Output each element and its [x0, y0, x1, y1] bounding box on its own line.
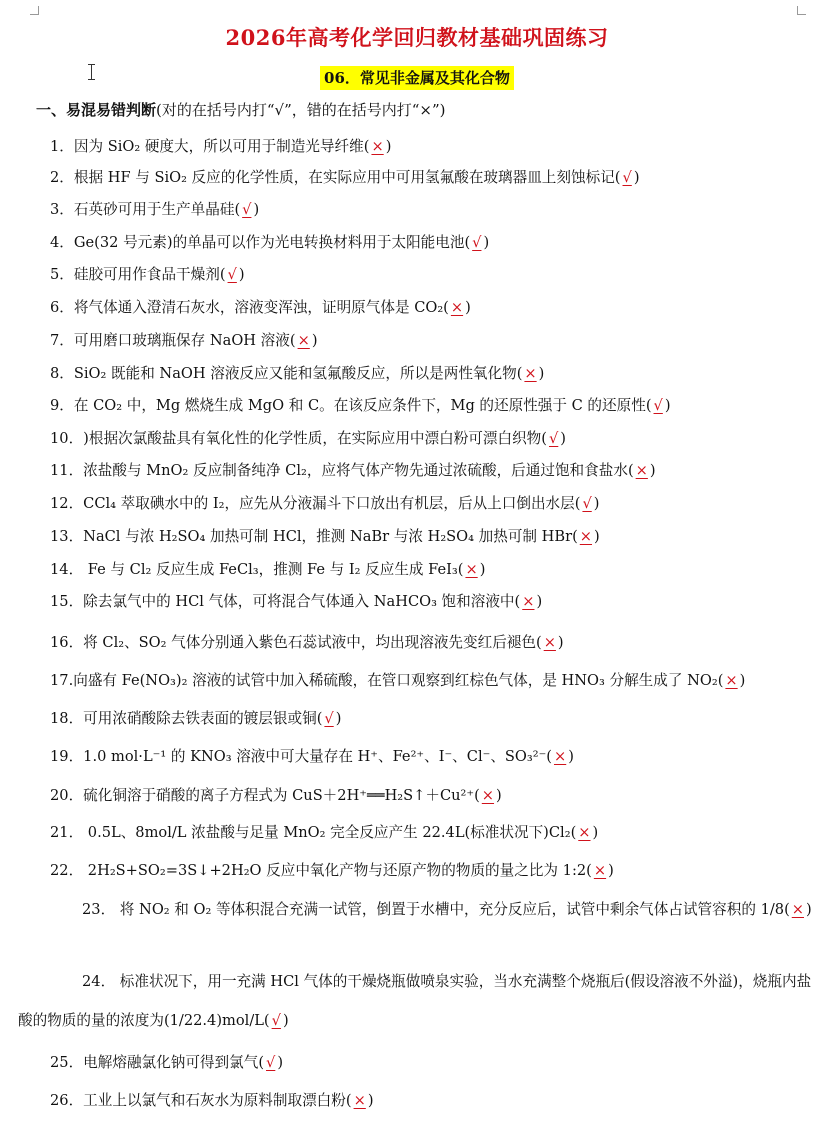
- question-item: 16．将 Cl₂、SO₂ 气体分别通入紫色石蕊试液中，均出现溶液先变红后褪色( × ): [0, 632, 834, 654]
- question-text: 可用浓硝酸除去铁表面的镀层银或铜: [83, 710, 317, 727]
- question-text: 因为 SiO₂ 硬度大，所以可用于制造光导纤维: [73, 138, 364, 155]
- question-text: 2H₂S+SO₂=3S↓+2H₂O 反应中氧化产物与还原产物的物质的量之比为 1:2: [83, 862, 587, 879]
- question-number: 12．: [50, 495, 84, 512]
- question-item: 10．)根据次氯酸盐具有氧化性的化学性质，在实际应用中漂白粉可漂白织物( √ ): [0, 428, 834, 450]
- question-text: 将气体通入澄清石灰水，溶液变浑浊，证明原气体是 CO₂: [73, 299, 444, 316]
- question-text: 工业上以氯气和石灰水为原料制取漂白粉: [83, 1092, 346, 1109]
- section-heading-text: 一、易混易错判断: [36, 101, 157, 119]
- question-text: 除去氯气中的 HCl 气体，可将混合气体通入 NaHCO₃ 饱和溶液中: [83, 593, 515, 610]
- question-number: 17.: [50, 672, 74, 689]
- question-number: 7．: [50, 332, 74, 349]
- question-number: 15．: [50, 593, 84, 610]
- question-item: 22． 2H₂S+SO₂=3S↓+2H₂O 反应中氧化产物与还原产物的物质的量之比为 1:2( × ): [0, 860, 834, 882]
- question-item: 21． 0.5L、8mol/L 浓盐酸与足量 MnO₂ 完全反应产生 22.4L(标准状况下)Cl₂( × ): [0, 822, 834, 844]
- answer-mark: ×: [371, 138, 384, 155]
- question-item: 3．石英砂可用于生产单晶硅( √ ): [0, 199, 834, 221]
- question-item: 1．因为 SiO₂ 硬度大，所以可用于制造光导纤维( × ): [0, 136, 834, 158]
- question-number: 4．: [50, 234, 74, 251]
- question-number: 24．: [82, 973, 116, 990]
- page-corner-mark-left: [30, 6, 39, 15]
- answer-mark: √: [242, 201, 252, 218]
- question-text: 浓盐酸与 MnO₂ 反应制备纯净 Cl₂，应将气体产物先通过浓硫酸，后通过饱和食盐水: [83, 462, 628, 479]
- question-text: 硫化铜溶于硝酸的离子方程式为 CuS＋2H⁺══H₂S↑＋Cu²⁺: [83, 787, 475, 804]
- question-text: SiO₂ 既能和 NaOH 溶液反应又能和氢氟酸反应，所以是两性氧化物: [73, 365, 517, 382]
- question-number: 5．: [50, 266, 74, 283]
- question-number: 23．: [82, 901, 116, 918]
- question-item: 19．1.0 mol·L⁻¹ 的 KNO₃ 溶液中可大量存在 H⁺、Fe²⁺、I⁻、Cl⁻、SO₃²⁻( × ): [0, 746, 834, 768]
- answer-mark: ×: [297, 332, 310, 349]
- subtitle-container: [0, 66, 834, 90]
- answer-mark: ×: [635, 462, 648, 479]
- answer-mark: ×: [543, 634, 556, 651]
- answer-mark: ×: [553, 748, 567, 765]
- question-item: 13．NaCl 与浓 H₂SO₄ 加热可制 HCl，推测 NaBr 与浓 H₂SO₄ 加热可制 HBr( × ): [0, 526, 834, 548]
- question-text: 可用磨口玻璃瓶保存 NaOH 溶液: [73, 332, 290, 349]
- question-text: 电解熔融氯化钠可得到氯气: [83, 1054, 259, 1071]
- question-text: 根据 HF 与 SiO₂ 反应的化学性质，在实际应用中可用氢氟酸在玻璃器皿上刻蚀标记: [73, 169, 615, 186]
- page-title: 2026年高考化学回归教材基础巩固练习: [225, 25, 609, 50]
- answer-mark: √: [548, 430, 559, 447]
- question-number: 16．: [50, 634, 84, 651]
- question-text: 在 CO₂ 中，Mg 燃烧生成 MgO 和 C。在该反应条件下，Mg 的还原性强于 C 的还原性: [73, 397, 646, 414]
- question-item: 24． 标准状况下，用一充满 HCl 气体的干燥烧瓶做喷泉实验，当水充满整个烧瓶后(假设溶液不外溢)，烧瓶内盐酸的物质的量的浓度为(1/22.4)mol/L( √ ): [0, 962, 834, 1040]
- question-item: 2．根据 HF 与 SiO₂ 反应的化学性质，在实际应用中可用氢氟酸在玻璃器皿上刻蚀标记( √ ): [0, 167, 834, 189]
- question-text: 0.5L、8mol/L 浓盐酸与足量 MnO₂ 完全反应产生 22.4L(标准状况下)Cl₂: [83, 824, 571, 841]
- question-number: 1．: [50, 138, 74, 155]
- answer-mark: ×: [791, 901, 804, 918]
- question-item: 11．浓盐酸与 MnO₂ 反应制备纯净 Cl₂，应将气体产物先通过浓硫酸，后通过饱和食盐水( × ): [0, 460, 834, 482]
- question-text: CCl₄ 萃取碘水中的 I₂，应先从分液漏斗下口放出有机层，后从上口倒出水层: [83, 495, 575, 512]
- answer-mark: ×: [353, 1092, 366, 1109]
- question-item: 6．将气体通入澄清石灰水，溶液变浑浊，证明原气体是 CO₂( × ): [0, 297, 834, 319]
- answer-mark: ×: [579, 528, 593, 545]
- question-number: 19．: [50, 748, 84, 765]
- section-instruction: (对的在括号内打“√”，错的在括号内打“×”): [156, 101, 446, 119]
- question-item: 12．CCl₄ 萃取碘水中的 I₂，应先从分液漏斗下口放出有机层，后从上口倒出水层( √ ): [0, 493, 834, 515]
- question-text: Fe 与 Cl₂ 反应生成 FeCl₃，推测 Fe 与 I₂ 反应生成 FeI₃: [83, 561, 458, 578]
- question-text: 硅胶可用作食品干燥剂: [73, 266, 220, 283]
- question-item: 26．工业上以氯气和石灰水为原料制取漂白粉( × ): [0, 1090, 834, 1112]
- question-text: 石英砂可用于生产单晶硅: [73, 201, 235, 218]
- question-item: 20．硫化铜溶于硝酸的离子方程式为 CuS＋2H⁺══H₂S↑＋Cu²⁺( × ): [0, 785, 834, 807]
- question-number: 14．: [50, 561, 84, 578]
- answer-mark: ×: [593, 862, 607, 879]
- question-text: NaCl 与浓 H₂SO₄ 加热可制 HCl，推测 NaBr 与浓 H₂SO₄ 加热可制 HBr: [83, 528, 573, 545]
- question-number: 3．: [50, 201, 74, 218]
- answer-mark: ×: [524, 365, 537, 382]
- question-text: 标准状况下，用一充满 HCl 气体的干燥烧瓶做喷泉实验，当水充满整个烧瓶后(假设溶液不外溢)，烧瓶内盐酸的物质的量的浓度为(1/22.4)mol/L: [18, 973, 812, 1029]
- question-number: 22．: [50, 862, 84, 879]
- question-item: 8．SiO₂ 既能和 NaOH 溶液反应又能和氢氟酸反应，所以是两性氧化物( × ): [0, 363, 834, 385]
- question-item: 5．硅胶可用作食品干燥剂( √ ): [0, 264, 834, 286]
- question-number: 10．: [50, 430, 84, 447]
- question-text: 将 Cl₂、SO₂ 气体分别通入紫色石蕊试液中，均出现溶液先变红后褪色: [83, 634, 536, 651]
- question-item: 4．Ge(32 号元素)的单晶可以作为光电转换材料用于太阳能电池( √ ): [0, 232, 834, 254]
- answer-mark: ×: [450, 299, 464, 316]
- question-number: 21．: [50, 824, 84, 841]
- question-text: 将 NO₂ 和 O₂ 等体积混合充满一试管，倒置于水槽中，充分反应后，试管中剩余气体占试管容积的 1/8: [115, 901, 785, 918]
- answer-mark: √: [271, 1012, 281, 1029]
- question-number: 2．: [50, 169, 74, 186]
- section-subtitle: 06．常见非金属及其化合物: [320, 66, 514, 90]
- question-text: 向盛有 Fe(NO₃)₂ 溶液的试管中加入稀硫酸，在管口观察到红棕色气体，是 HNO₃ 分解生成了 NO₂: [73, 672, 718, 689]
- answer-mark: √: [324, 710, 334, 727]
- answer-mark: ×: [465, 561, 478, 578]
- question-text: )根据次氯酸盐具有氧化性的化学性质，在实际应用中漂白粉可漂白织物: [83, 430, 542, 447]
- question-text: Ge(32 号元素)的单晶可以作为光电转换材料用于太阳能电池: [73, 234, 465, 251]
- question-number: 6．: [50, 299, 74, 316]
- question-number: 11．: [50, 462, 84, 479]
- question-number: 13．: [50, 528, 84, 545]
- question-number: 25．: [50, 1054, 84, 1071]
- answer-mark: √: [266, 1054, 276, 1071]
- answer-mark: √: [472, 234, 482, 251]
- answer-mark: √: [622, 169, 632, 186]
- question-number: 9．: [50, 397, 74, 414]
- question-item: 25．电解熔融氯化钠可得到氯气( √ ): [0, 1052, 834, 1074]
- question-number: 18．: [50, 710, 84, 727]
- question-item: 15．除去氯气中的 HCl 气体，可将混合气体通入 NaHCO₃ 饱和溶液中( × ): [0, 591, 834, 613]
- question-number: 26．: [50, 1092, 84, 1109]
- answer-mark: √: [582, 495, 592, 512]
- question-item: 18．可用浓硝酸除去铁表面的镀层银或铜( √ ): [0, 708, 834, 730]
- question-item: 23． 将 NO₂ 和 O₂ 等体积混合充满一试管，倒置于水槽中，充分反应后，试管中剩余气体占试管容积的 1/8( × ): [0, 890, 834, 929]
- answer-mark: ×: [725, 672, 738, 689]
- question-text: 1.0 mol·L⁻¹ 的 KNO₃ 溶液中可大量存在 H⁺、Fe²⁺、I⁻、Cl⁻、SO₃²⁻: [83, 748, 547, 765]
- question-number: 8．: [50, 365, 74, 382]
- question-item: 7．可用磨口玻璃瓶保存 NaOH 溶液( × ): [0, 330, 834, 352]
- question-item: 17.向盛有 Fe(NO₃)₂ 溶液的试管中加入稀硫酸，在管口观察到红棕色气体，是 HNO₃ 分解生成了 NO₂( × ): [0, 670, 834, 692]
- question-item: 9．在 CO₂ 中，Mg 燃烧生成 MgO 和 C。在该反应条件下，Mg 的还原性强于 C 的还原性( √ ): [0, 395, 834, 417]
- question-number: 20．: [50, 787, 84, 804]
- page-corner-mark-right: [797, 6, 806, 15]
- answer-mark: √: [653, 397, 663, 414]
- answer-mark: ×: [481, 787, 495, 804]
- answer-mark: ×: [522, 593, 535, 610]
- section-heading: [36, 100, 446, 120]
- answer-mark: ×: [578, 824, 591, 841]
- question-item: 14． Fe 与 Cl₂ 反应生成 FeCl₃，推测 Fe 与 I₂ 反应生成 FeI₃( × ): [0, 559, 834, 581]
- answer-mark: √: [227, 266, 237, 283]
